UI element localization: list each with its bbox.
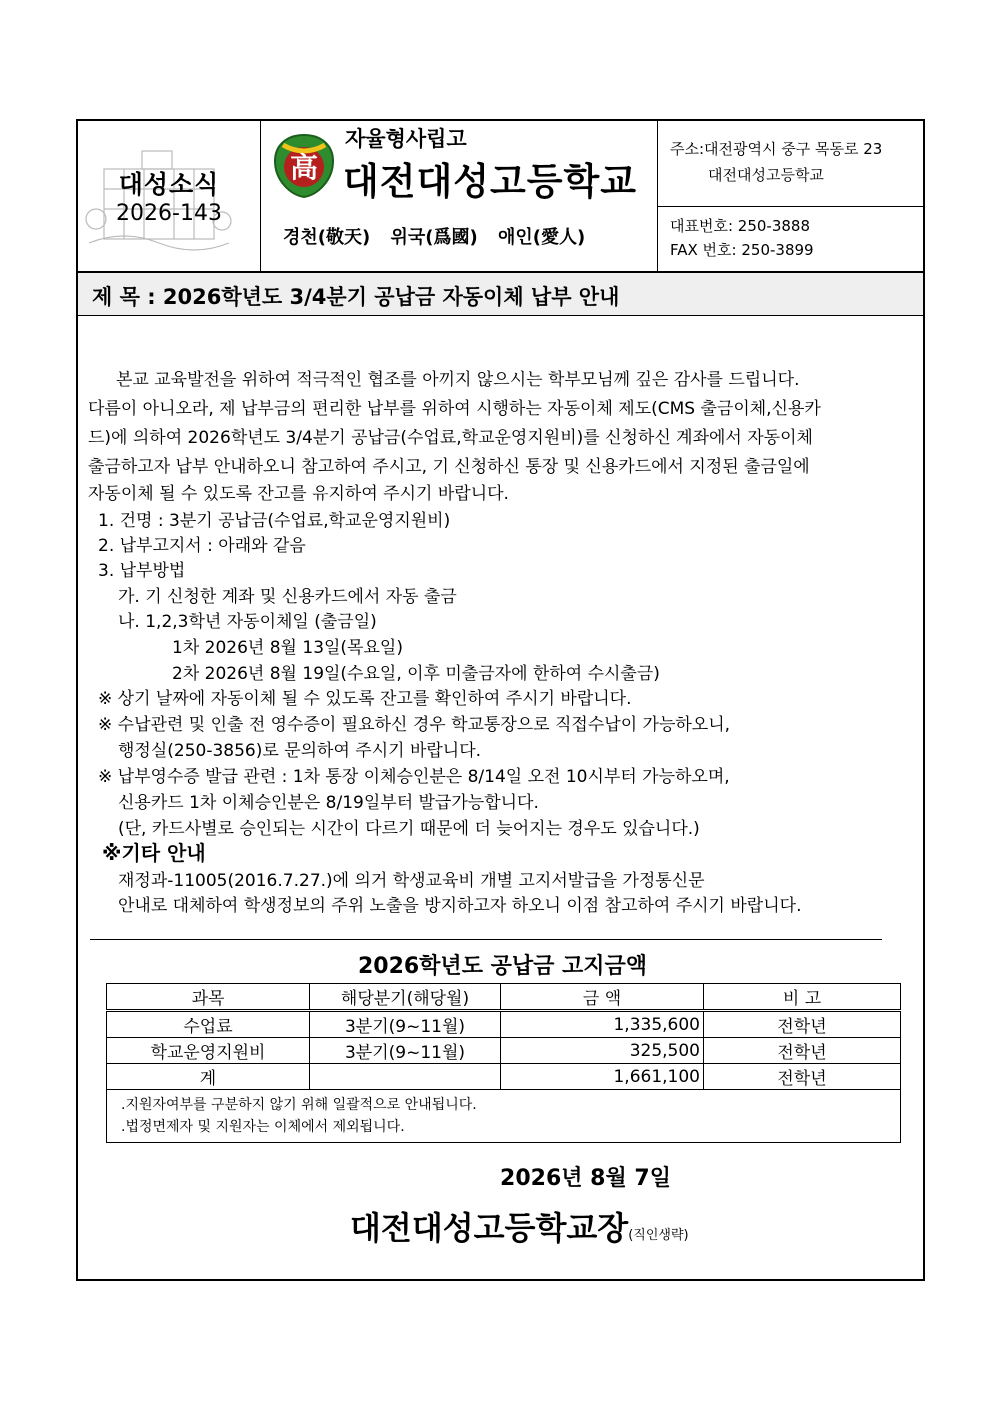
motto-item: 애인(愛人) <box>498 227 586 248</box>
list-item: 신용카드 1차 이체승인분은 8/19일부터 발급가능합니다. <box>118 793 539 813</box>
signer <box>350 1203 689 1249</box>
column-header: 금 액 <box>501 984 704 1011</box>
list-item: (단, 카드사별로 승인되는 시간이 다르기 때문에 더 늦어지는 경우도 있습니다.) <box>118 819 700 839</box>
school-emblem-icon <box>269 131 339 201</box>
table-cell: 1,661,100 <box>501 1064 704 1090</box>
newsletter-box <box>78 121 261 271</box>
fee-table <box>106 983 901 1143</box>
newsletter-title: 대성소식 <box>118 170 220 199</box>
table-notes <box>107 1090 901 1143</box>
body-paragraph-line: 드)에 의하여 2026학년도 3/4분기 공납금(수업료,학교운영지원비)를 신청하신 계좌에서 자동이체 <box>88 428 813 448</box>
table-row <box>107 1038 901 1064</box>
etc-line: 재정과-11005(2016.7.27.)에 의거 학생교육비 개별 고지서발급을 가정통신문 <box>118 871 705 891</box>
address-line: 대전대성고등학교 <box>708 166 824 184</box>
table-cell: 3분기(9~11월) <box>310 1038 501 1064</box>
column-header: 과목 <box>107 984 310 1011</box>
table-cell: 325,500 <box>501 1038 704 1064</box>
body-paragraph-line: 출금하고자 납부 안내하오니 참고하여 주시고, 기 신청하신 통장 및 신용카드에서 지정된 출금일에 <box>88 457 810 477</box>
table-note-row <box>107 1090 901 1143</box>
table-cell: 학교운영지원비 <box>107 1038 310 1064</box>
table-cell: 계 <box>107 1064 310 1090</box>
body-paragraph-line: 다름이 아니오라, 제 납부금의 편리한 납부를 위하여 시행하는 자동이체 제도(CMS 출금이체,신용카 <box>88 399 821 419</box>
divider <box>90 939 882 940</box>
table-cell <box>310 1064 501 1090</box>
school-name: 대전대성고등학교 <box>343 160 637 203</box>
header <box>78 121 923 273</box>
table-note: .지원자여부를 구분하지 않기 위해 일괄적으로 안내됩니다. <box>121 1097 477 1113</box>
table-cell: 수업료 <box>107 1011 310 1038</box>
phone-number: 대표번호: 250-3888 <box>670 217 810 235</box>
document-date: 2026년 8월 7일 <box>500 1166 671 1191</box>
newsletter-number: 2026-143 <box>116 201 222 226</box>
motto-item: 위국(爲國) <box>390 227 478 248</box>
address-line: 주소:대전광역시 중구 목동로 23 <box>670 140 883 158</box>
column-header: 비 고 <box>704 984 901 1011</box>
subject-title: 제 목 : 2026학년도 3/4분기 공납금 자동이체 납부 안내 <box>92 285 620 309</box>
fee-table-title: 2026학년도 공납금 고지금액 <box>357 954 648 979</box>
list-item: 1. 건명 : 3분기 공납금(수업료,학교운영지원비) <box>98 511 451 531</box>
school-motto <box>283 223 599 249</box>
list-item: 행정실(250-3856)로 문의하여 주시기 바랍니다. <box>118 741 482 761</box>
school-type: 자율형사립고 <box>345 127 467 151</box>
list-item: 2. 납부고지서 : 아래와 같음 <box>98 536 306 556</box>
list-item: ※ 납부영수증 발급 관련 : 1차 통장 이체승인분은 8/14일 오전 10시부터 가능하오며, <box>98 767 730 787</box>
list-item: 2차 2026년 8월 19일(수요일, 이후 미출금자에 한하여 수시출금) <box>172 664 660 684</box>
list-item: 3. 납부방법 <box>98 561 186 581</box>
table-cell: 3분기(9~11월) <box>310 1011 501 1038</box>
list-item: 1차 2026년 8월 13일(목요일) <box>172 638 403 658</box>
document-frame <box>76 119 925 1281</box>
table-note: .법정면제자 및 지원자는 이체에서 제외됩니다. <box>121 1119 405 1135</box>
table-row <box>107 1011 901 1038</box>
table-row <box>107 1064 901 1090</box>
contact-box <box>658 121 923 271</box>
table-cell: 전학년 <box>704 1038 901 1064</box>
list-item: ※ 상기 날짜에 자동이체 될 수 있도록 잔고를 확인하여 주시기 바랍니다. <box>98 689 632 709</box>
table-header-row <box>107 984 901 1011</box>
table-cell: 전학년 <box>704 1064 901 1090</box>
list-item: 나. 1,2,3학년 자동이체일 (출금일) <box>118 612 377 632</box>
signer-name: 대전대성고등학교장 <box>350 1209 629 1247</box>
column-header: 해당분기(해당월) <box>310 984 501 1011</box>
list-item: 가. 기 신청한 계좌 및 신용카드에서 자동 출금 <box>118 587 457 607</box>
table-cell: 1,335,600 <box>501 1011 704 1038</box>
list-item: ※ 수납관련 및 인출 전 영수증이 필요하신 경우 학교통장으로 직접수납이 가능하오니, <box>98 715 731 735</box>
body-paragraph-line: 자동이체 될 수 있도록 잔고를 유지하여 주시기 바랍니다. <box>88 484 509 504</box>
address-box <box>658 121 923 207</box>
emblem-character: 高 <box>289 151 319 184</box>
etc-title: ※기타 안내 <box>102 841 206 865</box>
motto-item: 경천(敬天) <box>283 227 371 248</box>
etc-line: 안내로 대체하여 학생정보의 주위 노출을 방지하고자 하오니 이점 참고하여 주시기 바랍니다. <box>118 896 802 916</box>
body-paragraph-line: 본교 교육발전을 위하여 적극적인 협조를 아끼지 않으시는 학부모님께 깊은 감사를 드립니다. <box>116 370 800 390</box>
subject-bar <box>78 273 923 316</box>
fax-number: FAX 번호: 250-3899 <box>670 241 814 259</box>
seal-note: (직인생략) <box>628 1228 689 1243</box>
table-cell: 전학년 <box>704 1011 901 1038</box>
school-box <box>261 121 658 271</box>
